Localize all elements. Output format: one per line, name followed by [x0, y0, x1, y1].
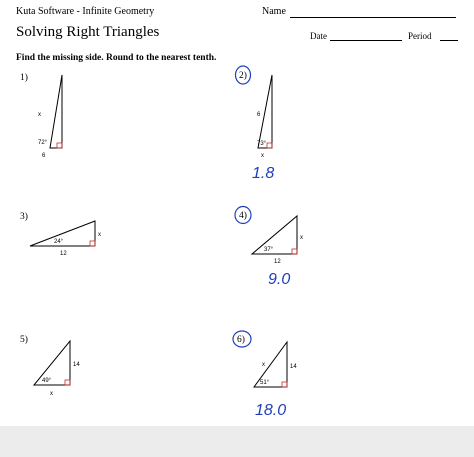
- problem-5-side-label: 14: [73, 362, 80, 368]
- problem-6-side-label: 14: [290, 364, 297, 370]
- date-label: Date: [310, 31, 327, 41]
- problem-2-base-label: x: [261, 153, 264, 159]
- problem-5-number: 5): [20, 335, 28, 345]
- problem-6-angle-label: 51°: [260, 380, 270, 386]
- problem-4-base-label: 12: [274, 259, 281, 265]
- problem-6-triangle: [254, 342, 297, 419]
- problem-4-side-label: x: [300, 235, 303, 241]
- problem-1-base-label: 6: [42, 153, 46, 159]
- problem-6-circle: [233, 331, 251, 347]
- problem-2-angle-label: 73°: [257, 141, 267, 147]
- problem-4-answer: 9.0: [268, 271, 291, 288]
- software-label: Kuta Software - Infinite Geometry: [16, 6, 155, 17]
- problem-4-circle: [235, 207, 251, 224]
- problem-1-angle-label: 72°: [38, 140, 48, 146]
- problem-4-number: 4): [239, 211, 247, 221]
- problem-2-answer: 1.8: [252, 165, 275, 182]
- problem-2-number: 2): [239, 71, 247, 81]
- problem-5-triangle: [34, 341, 80, 397]
- problem-2-triangle: [252, 75, 274, 182]
- period-label: Period: [408, 31, 432, 41]
- problem-3-triangle: [30, 221, 101, 257]
- name-label: Name: [262, 6, 286, 17]
- problem-2-hyp-label: 6: [257, 112, 261, 118]
- problem-6-hyp-label: x: [262, 362, 265, 368]
- problem-4-angle-label: 37°: [264, 247, 274, 253]
- problem-4-triangle: [252, 216, 303, 288]
- problem-6-answer: 18.0: [255, 402, 287, 419]
- problem-3-angle-label: 24°: [54, 239, 64, 245]
- bottom-shadow-bar: [0, 426, 474, 457]
- problem-5-angle-label: 49°: [42, 378, 52, 384]
- problem-3-base-label: 12: [60, 251, 67, 257]
- instructions: Find the missing side. Round to the nearest tenth.: [16, 53, 217, 63]
- problem-1-triangle: [38, 75, 62, 159]
- problem-2-circle: [236, 66, 251, 84]
- problem-6-number: 6): [237, 335, 245, 345]
- problem-5-base-label: x: [50, 391, 53, 397]
- problem-3-side-label: x: [98, 232, 101, 238]
- problem-3-number: 3): [20, 212, 28, 222]
- problem-1-number: 1): [20, 73, 28, 83]
- problem-1-hyp-label: x: [38, 112, 41, 118]
- worksheet-title: Solving Right Triangles: [16, 24, 160, 40]
